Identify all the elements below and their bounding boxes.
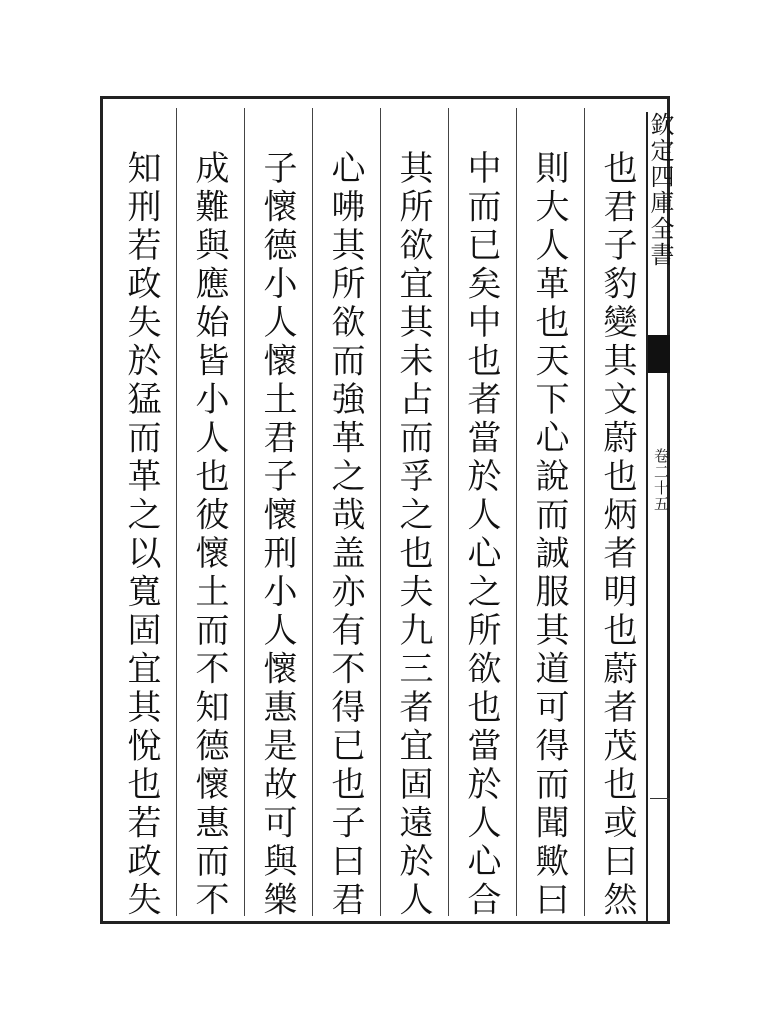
text-column-4: 其所欲宜其未占而孚之也夫九三者宜固遠於人	[393, 150, 433, 920]
column-rule	[312, 108, 313, 916]
volume-number: 卷二十五	[652, 448, 670, 512]
column-rule	[448, 108, 449, 916]
text-column-5: 心咈其所欲而強革之哉盖亦有不得已也子曰君	[325, 150, 365, 920]
column-rule	[516, 108, 517, 916]
fishtail-mark	[648, 335, 670, 373]
column-rule	[176, 108, 177, 916]
column-rule	[584, 108, 585, 916]
text-column-8: 知刑若政失於猛而革之以寬固宜其悅也若政失	[121, 150, 161, 920]
margin-divider	[650, 798, 670, 799]
column-rule	[244, 108, 245, 916]
text-column-3: 中而已矣中也者當於人心之所欲也當於人心合	[461, 150, 501, 920]
book-title: 欽定四庫全書	[646, 112, 674, 268]
text-column-7: 成難與應始皆小人也彼懷土而不知德懷惠而不	[189, 150, 229, 920]
text-column-2: 則大人革也天下心說而誠服其道可得而聞歟曰	[529, 150, 569, 920]
text-column-1: 也君子豹變其文蔚也炳者明也蔚者茂也或曰然	[597, 150, 637, 920]
text-column-6: 子懷德小人懷土君子懷刑小人懷惠是故可與樂	[257, 150, 297, 920]
column-rule	[380, 108, 381, 916]
